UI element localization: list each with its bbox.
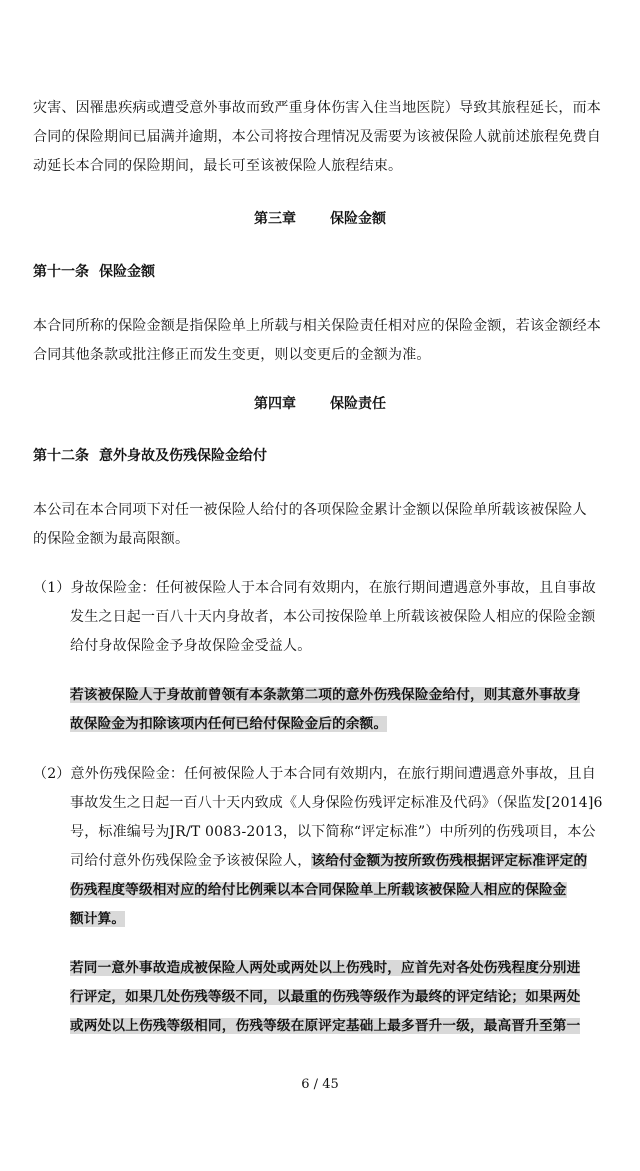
list-item-line: 给付身故保险金予身故保险金受益人。 [70,638,312,654]
highlighted-note-line: 若该被保险人于身故前曾领有本条款第二项的意外伤残保险金给付，则其意外事故身 [70,687,581,703]
article-title: 保险金额 [99,264,155,280]
paragraph-line: 灾害、因罹患疾病或遭受意外事故而致严重身体伤害入住当地医院）导致其旅程延长，而本 [33,100,601,116]
total-pages: 45 [322,1077,339,1092]
chapter-title: 保险责任 [330,396,386,412]
paragraph-line: 动延长本合同的保险期间，最长可至该被保险人旅程结束。 [33,158,403,174]
list-item-line: 号，标准编号为JR/T 0083-2013，以下简称“评定标准”）中所列的伤残项目，本公 [70,824,596,840]
article-number: 第十一条 [33,264,89,280]
highlighted-note-line: 若同一意外事故造成被保险人两处或两处以上伤残时，应首先对各处伤残程度分别进 [70,960,581,976]
list-item-line: 发生之日起一百八十天内身故者，本公司按保险单上所载该被保险人相应的保险金额 [70,609,596,625]
article-number: 第十二条 [33,448,89,464]
list-item-line: （2）意外伤残保险金：任何被保险人于本合同有效期内，在旅行期间遭遇意外事故，且自 [33,766,596,782]
highlighted-note-line: 故保险金为扣除该项内任何已给付保险金后的余额。 [70,716,388,732]
page-number [0,1077,640,1092]
highlighted-note-line: 额计算。 [70,911,126,927]
chapter-number: 第四章 [254,396,296,412]
paragraph-line: 的保险金额为最高限额。 [33,531,190,547]
paragraph-line: 本合同所称的保险金额是指保险单上所载与相关保险责任相对应的保险金额，若该金额经本 [33,318,601,334]
chapter-heading [0,394,640,414]
list-item-line: 事故发生之日起一百八十天内致成《人身保险伤残评定标准及代码》（保监发[2014]6 [70,795,603,811]
highlighted-note-line: 行评定，如果几处伤残等级不同，以最重的伤残等级作为最终的评定结论；如果两处 [70,989,581,1005]
list-item-line: （1）身故保险金：任何被保险人于本合同有效期内，在旅行期间遭遇意外事故，且自事故 [33,580,596,596]
list-item-line: 司给付意外伤残保险金予该被保险人，该给付金额为按所致伤残根据评定标准评定的 [70,853,588,869]
article-heading [33,262,155,282]
article-heading [33,446,267,466]
highlighted-note-line: 伤残程度等级相对应的给付比例乘以本合同保险单上所载该被保险人相应的保险金 [70,882,567,898]
chapter-number: 第三章 [254,211,296,227]
chapter-title: 保险金额 [330,211,386,227]
current-page: 6 [301,1077,310,1092]
paragraph-line: 合同其他条款或批注修正而发生变更，则以变更后的金额为准。 [33,347,431,363]
page-separator: / [313,1077,319,1092]
article-title: 意外身故及伤残保险金给付 [99,448,267,464]
chapter-heading [0,209,640,229]
highlighted-text: 该给付金额为按所致伤残根据评定标准评定的 [311,853,588,869]
highlighted-note-line: 或两处以上伤残等级相同，伤残等级在原评定基础上最多晋升一级，最高晋升至第一 [70,1018,581,1034]
paragraph-line: 合同的保险期间已届满并逾期，本公司将按合理情况及需要为该被保险人就前述旅程免费自 [33,129,601,145]
paragraph-line: 本公司在本合同项下对任一被保险人给付的各项保险金累计金额以保险单所载该被保险人 [33,502,587,518]
